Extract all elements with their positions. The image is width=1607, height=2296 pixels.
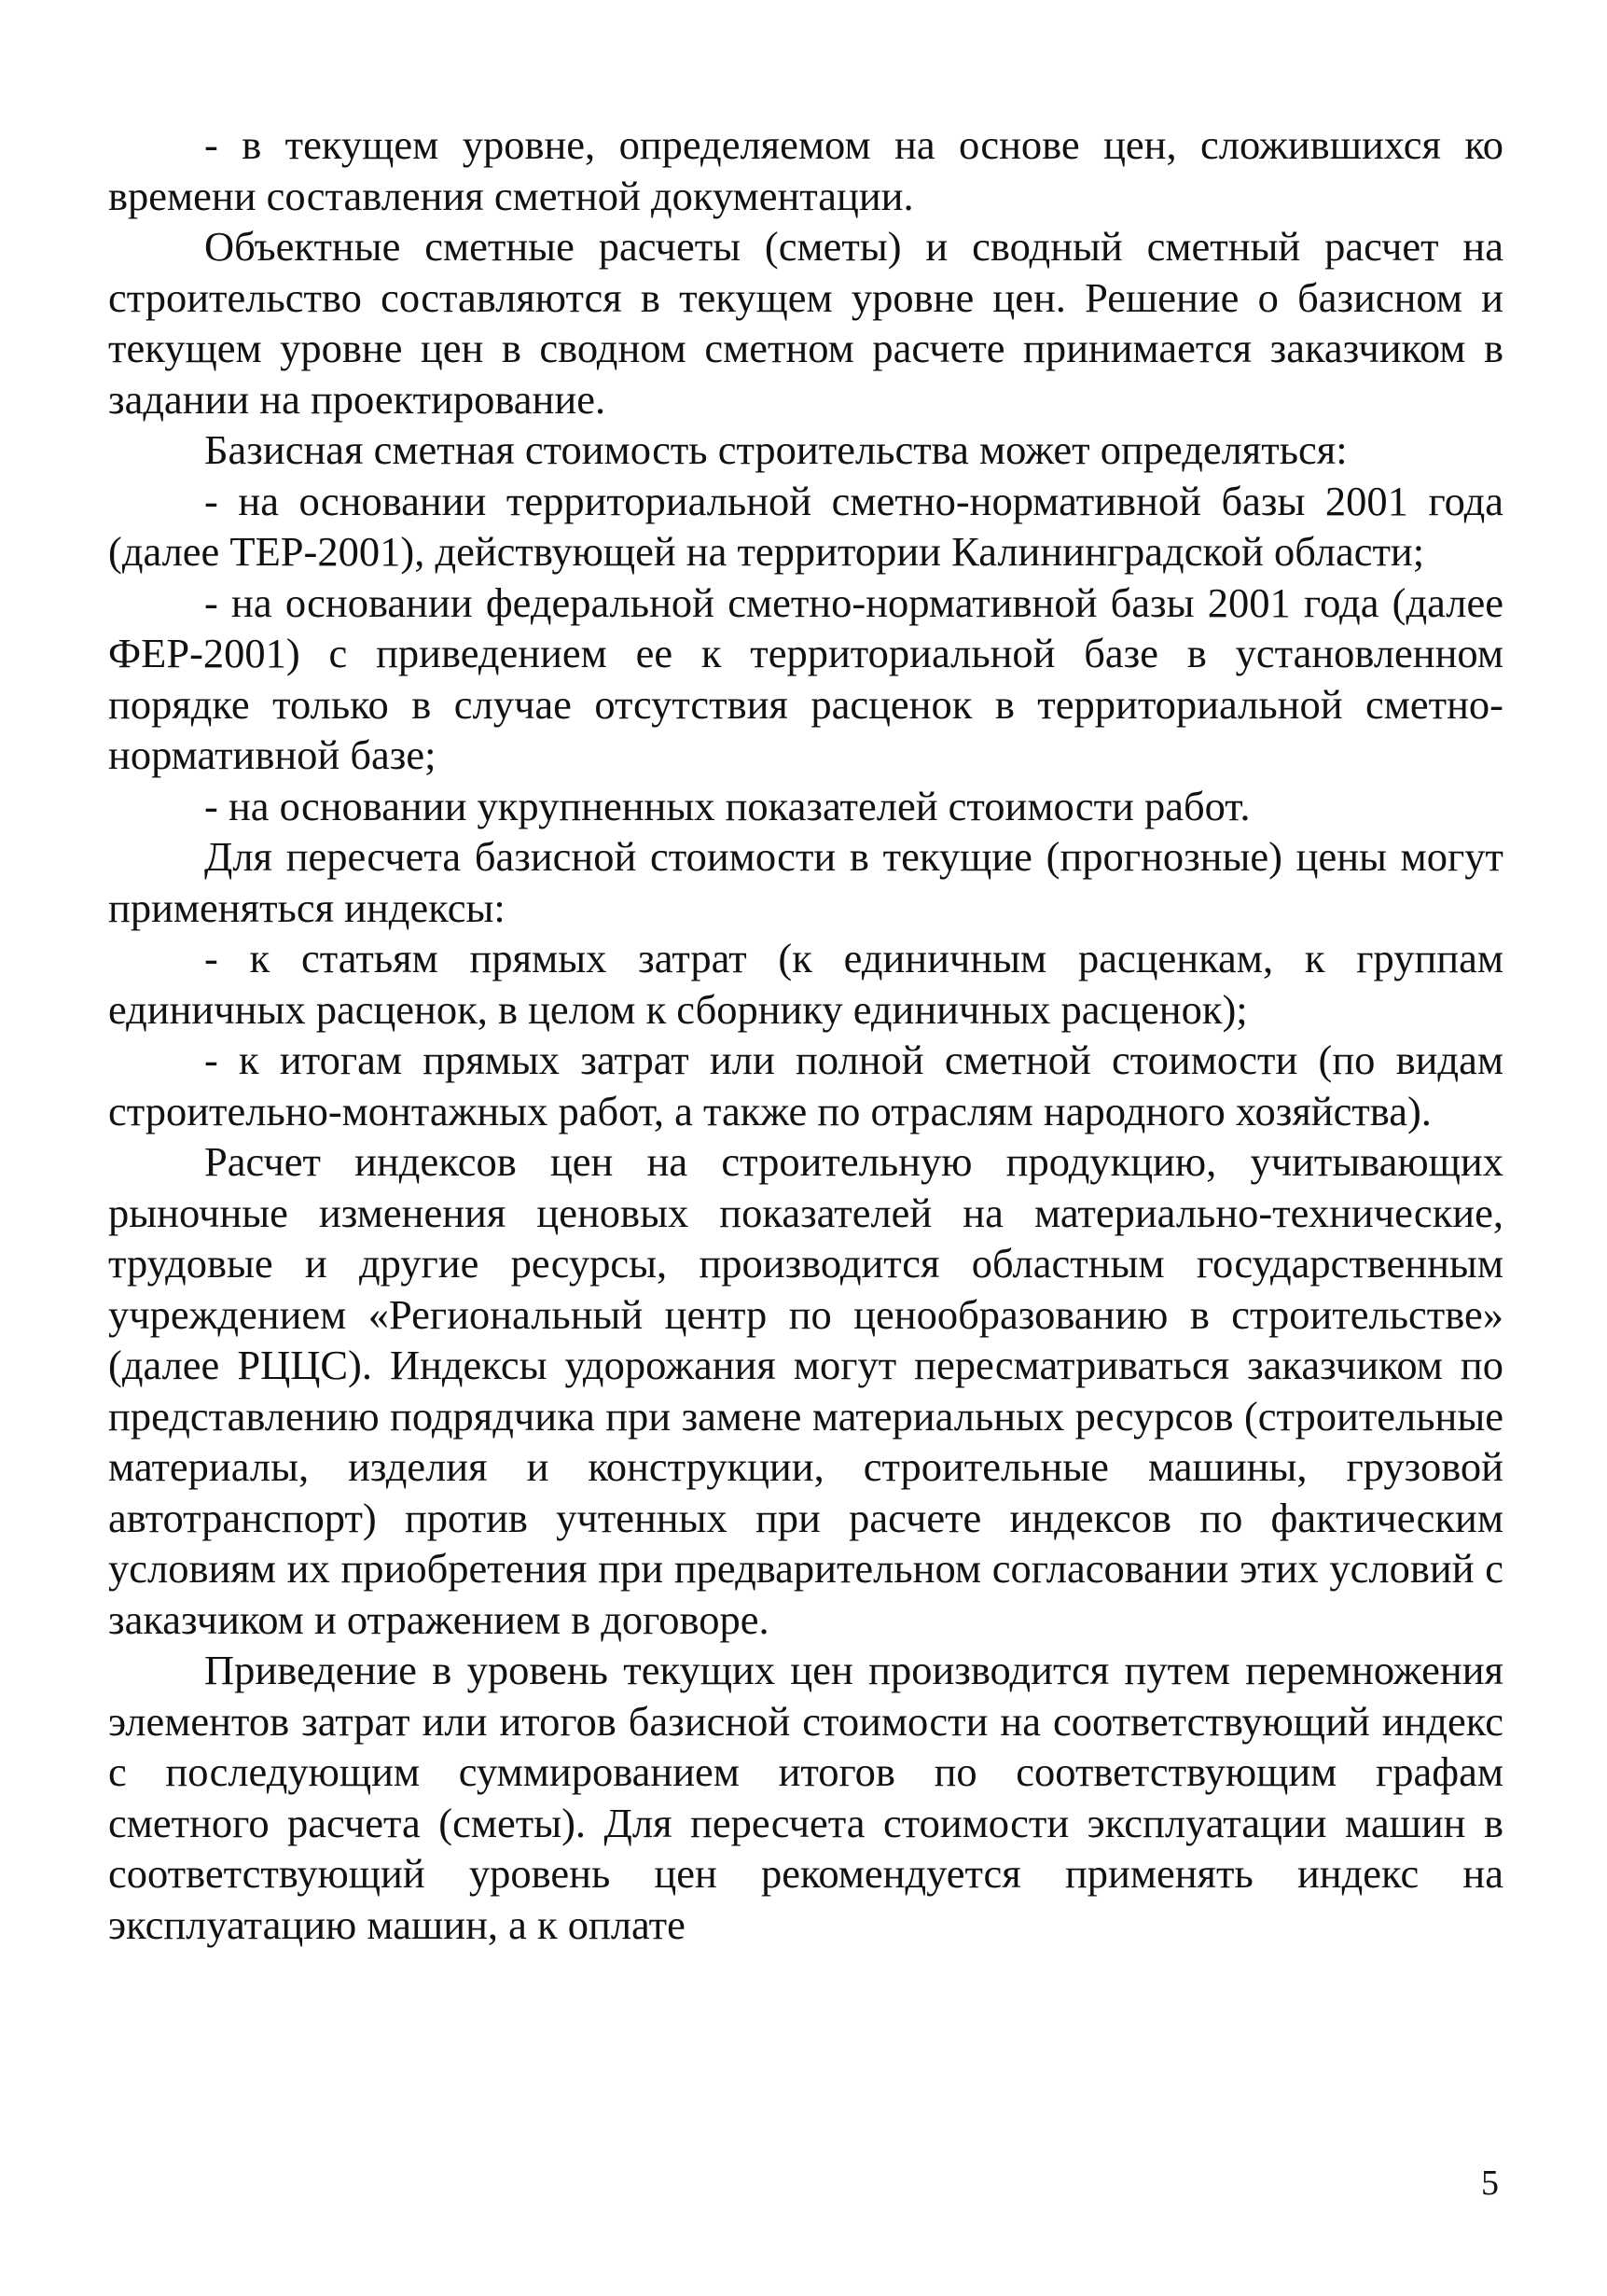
paragraph-fer-2001: - на основании федеральной сметно-нормативной базы 2001 года (далее ФЕР-2001) с приведением ее к территориальной базе в установленном порядке только в случае отсутствия расценок в территориальной сметно-нормативной базе; — [108, 578, 1503, 778]
paragraph-current-level: - в текущем уровне, определяемом на основе цен, сложившихся ко времени составления сметной документации. — [108, 121, 1503, 219]
paragraph-enlarged-indicators: - на основании укрупненных показателей стоимости работ. — [204, 782, 1251, 829]
paragraph-object-estimates: Объектные сметные расчеты (сметы) и сводный сметный расчет на строительство составляются в текущем уровне цен. Решение о базисном и текущем уровне цен в сводном сметном расчете принимается заказчиком в задании на проектирование. — [108, 223, 1503, 423]
paragraph-ter-2001: - на основании территориальной сметно-нормативной базы 2001 года (далее ТЕР-2001), действующей на территории Калининградской области; — [108, 477, 1503, 575]
document-body — [108, 119, 1503, 1950]
paragraph-direct-cost-items: - к статьям прямых затрат (к единичным расценкам, к группам единичных расценок, в целом к сборнику единичных расценок); — [108, 935, 1503, 1033]
paragraph-direct-cost-totals: - к итогам прямых затрат или полной сметной стоимости (по видам строительно-монтажных работ, а также по отраслям народного хозяйства). — [108, 1037, 1503, 1134]
page-number: 5 — [1481, 2164, 1499, 2203]
paragraph-index-calculation: Расчет индексов цен на строительную продукцию, учитывающих рыночные изменения ценовых показателей на материально-технические, трудовые и другие ресурсы, производится областным государственным учреждением «Региональный центр по ценообразованию в строительстве» (далее РЦЦС). Индексы удорожания могут пересматриваться заказчиком по представлению подрядчика при замене материальных ресурсов (строительные материалы, изделия и конструкции, строительные машины, грузовой автотранспорт) против учтенных при расчете индексов по фактическим условиям их приобретения при предварительном согласовании этих условий с заказчиком и отражением в договоре. — [108, 1138, 1503, 1643]
paragraph-price-conversion: Приведение в уровень текущих цен производится путем перемножения элементов затрат или итогов базисной стоимости на соответствующий индекс с последующим суммированием итогов по соответствующим графам сметного расчета (сметы). Для пересчета стоимости эксплуатации машин в соответствующий уровень цен рекомендуется применять индекс на эксплуатацию машин, а к оплате — [108, 1647, 1503, 1948]
paragraph-indexes-intro: Для пересчета базисной стоимости в текущие (прогнозные) цены могут применяться индексы: — [108, 833, 1503, 931]
paragraph-base-cost-intro: Базисная сметная стоимость строительства может определяться: — [204, 426, 1348, 473]
